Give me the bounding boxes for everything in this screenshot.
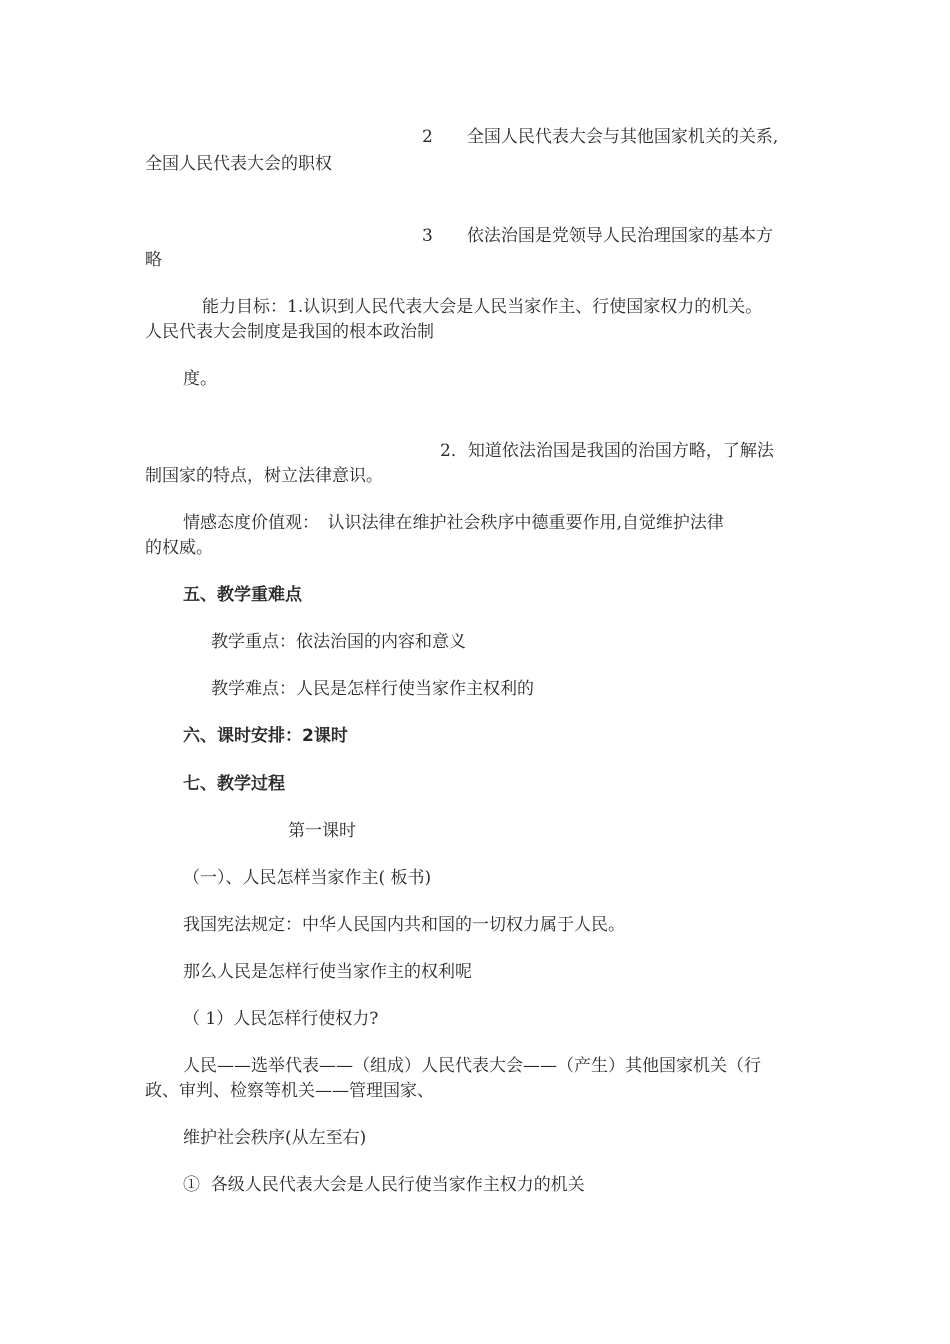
difficult-point: 教学难点：人民是怎样行使当家作主权利的 — [211, 679, 534, 699]
ability-goal-continued: 人民代表大会制度是我国的根本政治制 — [145, 322, 434, 342]
objective-item-2: 2 全国人民代表大会与其他国家机关的关系, — [422, 127, 779, 147]
objective-item-3: 3 依法治国是党领导人民治理国家的基本方 — [422, 226, 773, 246]
paragraph-flow-end: 维护社会秩序(从左至右) — [183, 1128, 367, 1148]
emotion-goal: 情感态度价值观： 认识法律在维护社会秩序中德重要作用,自觉维护法律 — [183, 513, 724, 533]
section-heading-6: 六、课时安排：2课时 — [183, 726, 348, 746]
paragraph-constitution: 我国宪法规定：中华人民国内共和国的一切权力属于人民。 — [183, 915, 625, 935]
paragraph-flow-continued: 政、审判、检察等机关——管理国家、 — [145, 1081, 434, 1101]
emotion-goal-continued: 的权威。 — [145, 538, 213, 558]
paragraph-flow: 人民——选举代表——（组成）人民代表大会——（产生）其他国家机关（行 — [183, 1056, 761, 1076]
paragraph-question: 那么人民是怎样行使当家作主的权利呢 — [183, 962, 472, 982]
objective-item-3-continued: 略 — [145, 250, 162, 270]
subitem-heading-1: （ 1）人民怎样行使权力? — [183, 1009, 379, 1029]
objective-item-2-continued: 全国人民代表大会的职权 — [145, 154, 332, 174]
list-item-1: ① 各级人民代表大会是人民行使当家作主权力的机关 — [183, 1175, 585, 1195]
ability-goal-end: 度。 — [183, 369, 217, 389]
section-heading-5: 五、教学重难点 — [183, 585, 302, 605]
ability-goal-item-2: 2．知道依法治国是我国的治国方略，了解法 — [440, 441, 774, 461]
ability-goal-item-2-continued: 制国家的特点，树立法律意识。 — [145, 466, 383, 486]
key-point: 教学重点：依法治国的内容和意义 — [211, 632, 466, 652]
subsection-heading: （一）、人民怎样当家作主( 板书) — [183, 868, 432, 888]
ability-goal: 能力目标：1.认识到人民代表大会是人民当家作主、行使国家权力的机关。 — [202, 297, 763, 317]
lesson-title: 第一课时 — [288, 821, 356, 841]
section-heading-7: 七、教学过程 — [183, 774, 285, 794]
